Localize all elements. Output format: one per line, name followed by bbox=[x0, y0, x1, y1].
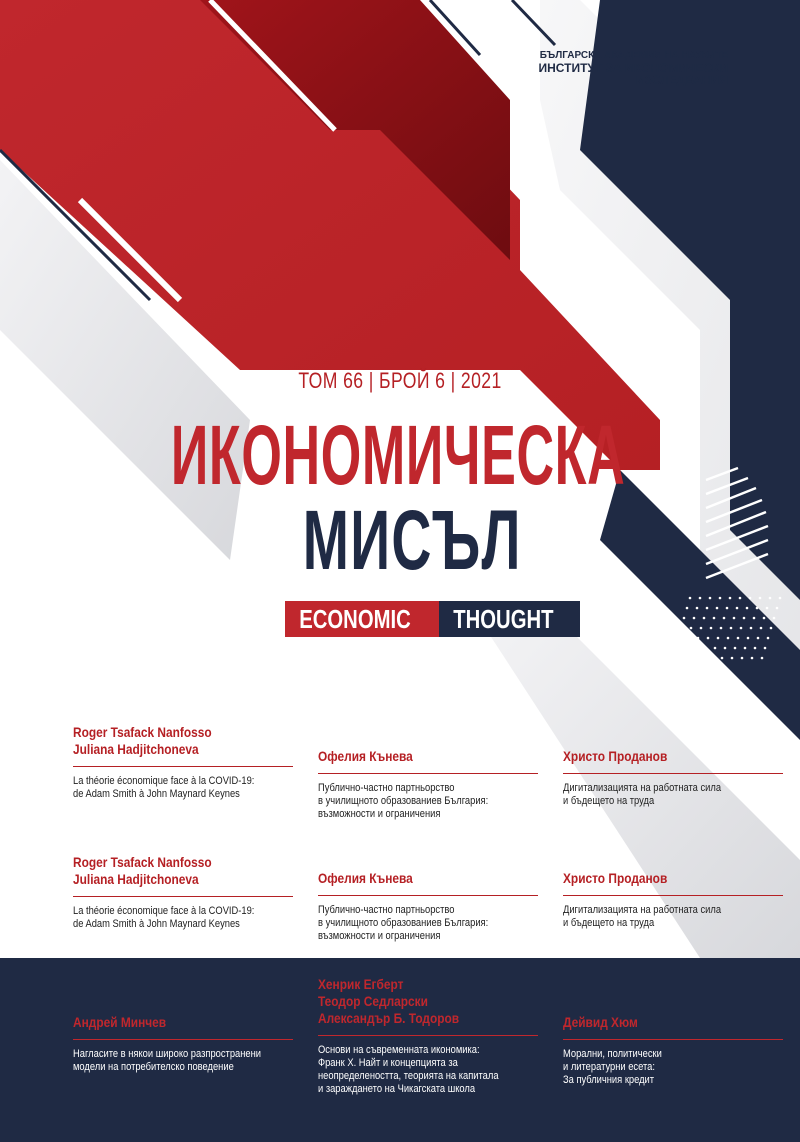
article-author: Христо Проданов bbox=[563, 748, 668, 764]
english-title bbox=[285, 601, 580, 637]
article-title: възможности и ограничения bbox=[318, 930, 441, 942]
title-line-2: МИСЪЛ bbox=[302, 493, 522, 587]
article-author: Христо Проданов bbox=[563, 870, 668, 886]
title-line-1: ИКОНОМИЧЕСКА bbox=[170, 408, 626, 502]
article-author: Теодор Седларски bbox=[318, 993, 428, 1009]
article-title: La théorie économique face à la COVID-19: bbox=[73, 775, 255, 787]
divider bbox=[318, 895, 538, 896]
divider bbox=[318, 773, 538, 774]
article-title: и зараждането на Чикагската школа bbox=[318, 1083, 476, 1095]
article-1 bbox=[73, 724, 313, 801]
divider bbox=[563, 1039, 783, 1040]
issue-info: ТОМ 66 | БРОЙ 6 | 2021 bbox=[298, 368, 502, 393]
article-title: Публично-частно партньорство bbox=[318, 904, 455, 916]
article-title: и бъдещето на труда bbox=[563, 795, 655, 807]
divider bbox=[73, 766, 293, 767]
article-author: Roger Tsafack Nanfosso bbox=[73, 854, 212, 870]
article-author: Андрей Минчев bbox=[73, 1014, 167, 1030]
article-author: Офелия Кънева bbox=[318, 870, 413, 886]
institute-block bbox=[538, 50, 766, 86]
article-title: Публично-частно партньорство bbox=[318, 782, 455, 794]
article-title: Дигитализацията на работната сила bbox=[563, 782, 722, 794]
article-author: Дейвид Хюм bbox=[563, 1014, 638, 1030]
article-4 bbox=[73, 854, 313, 931]
institute-logo-icon bbox=[736, 53, 766, 83]
article-title: Морални, политически bbox=[563, 1048, 662, 1060]
article-5 bbox=[318, 870, 558, 943]
article-title: Дигитализацията на работната сила bbox=[563, 904, 722, 916]
article-title: Основи на съвременната икономика: bbox=[318, 1044, 480, 1056]
article-2 bbox=[318, 748, 558, 821]
article-title: de Adam Smith à John Maynard Keynes bbox=[73, 788, 240, 800]
article-title: възможности и ограничения bbox=[318, 808, 441, 820]
article-author: Juliana Hadjitchoneva bbox=[73, 871, 199, 887]
article-title: de Adam Smith à John Maynard Keynes bbox=[73, 918, 240, 930]
article-title: модели на потребителско поведение bbox=[73, 1061, 234, 1073]
article-title: La théorie économique face à la COVID-19: bbox=[73, 905, 255, 917]
article-author: Juliana Hadjitchoneva bbox=[73, 741, 199, 757]
article-7 bbox=[73, 1014, 313, 1074]
institute-name-line2: ИЗСЛЕДВАНИЯ bbox=[636, 73, 728, 87]
article-title: Франк Х. Найт и концепцията за bbox=[318, 1057, 458, 1069]
article-title: в училищното образованиев България: bbox=[318, 917, 489, 929]
article-title: и бъдещето на труда bbox=[563, 917, 655, 929]
article-title: и литературни есета: bbox=[563, 1061, 655, 1073]
divider bbox=[563, 895, 783, 896]
english-title-part2: THOUGHT bbox=[439, 601, 580, 637]
divider bbox=[73, 1039, 293, 1040]
article-author: Roger Tsafack Nanfosso bbox=[73, 724, 212, 740]
institute-name-line1: ИНСТИТУТ ЗА ИКОНОМИЧЕСКИ bbox=[538, 61, 728, 75]
article-title: неопределеността, теорията на капитала bbox=[318, 1070, 499, 1082]
divider bbox=[563, 773, 783, 774]
article-title: Нагласите в някои широко разпространени bbox=[73, 1048, 261, 1060]
article-8 bbox=[318, 976, 558, 1096]
divider bbox=[318, 1035, 538, 1036]
academy-name: БЪЛГАРСКА АКАДЕМИЯ НА НАУКИТЕ bbox=[539, 50, 728, 61]
article-9 bbox=[563, 1014, 800, 1087]
article-title: За публичния кредит bbox=[563, 1074, 655, 1086]
english-title-part1: ECONOMIC bbox=[285, 601, 439, 637]
divider bbox=[73, 896, 293, 897]
article-title: в училищното образованиев България: bbox=[318, 795, 489, 807]
article-author: Хенрик Егберт bbox=[318, 976, 404, 992]
article-6 bbox=[563, 870, 800, 930]
article-author: Офелия Кънева bbox=[318, 748, 413, 764]
article-author: Александър Б. Тодоров bbox=[318, 1010, 460, 1026]
article-3 bbox=[563, 748, 800, 808]
